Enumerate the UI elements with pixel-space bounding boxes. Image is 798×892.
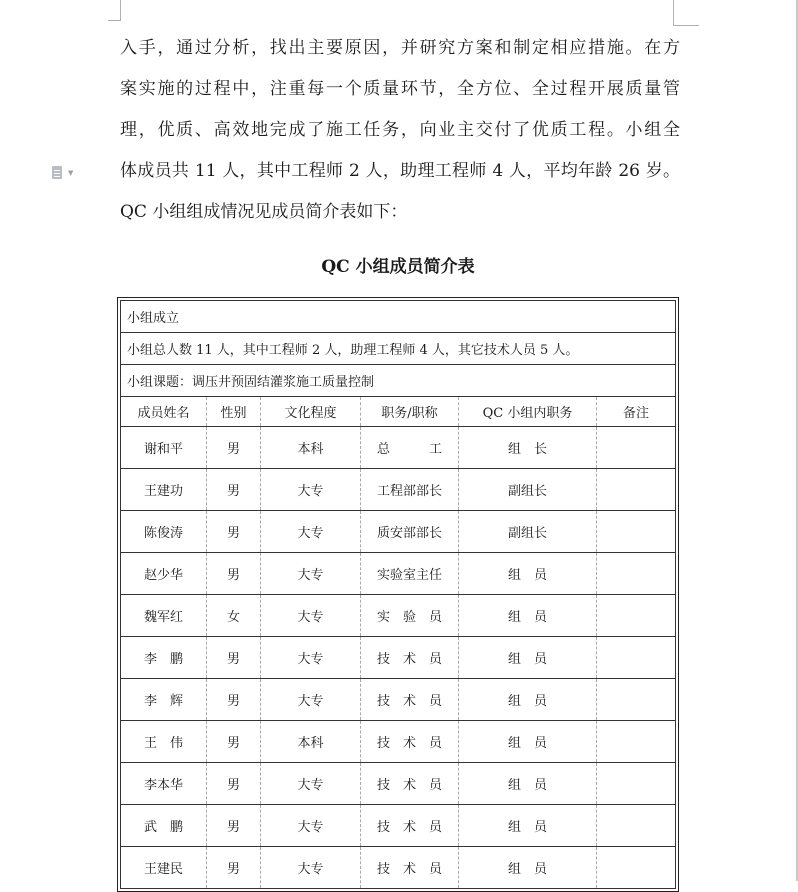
member-name: 李 辉 — [121, 679, 207, 721]
header-gender: 性别 — [207, 397, 261, 427]
member-name: 李本华 — [121, 763, 207, 805]
header-position: 职务/职称 — [361, 397, 459, 427]
member-remarks — [597, 721, 676, 763]
table-row — [121, 469, 676, 511]
member-position: 技 术 员 — [361, 847, 459, 889]
member-gender: 男 — [207, 805, 261, 847]
table-row — [121, 511, 676, 553]
member-gender: 男 — [207, 637, 261, 679]
member-name: 魏军红 — [121, 595, 207, 637]
member-gender: 男 — [207, 427, 261, 469]
member-remarks — [597, 763, 676, 805]
member-gender: 女 — [207, 595, 261, 637]
member-remarks — [597, 847, 676, 889]
member-education: 大专 — [261, 511, 361, 553]
info-row-topic: 小组课题：调压井预固结灌浆施工质量控制 — [121, 365, 676, 397]
member-education: 大专 — [261, 805, 361, 847]
member-gender: 男 — [207, 721, 261, 763]
member-qc-role: 组 长 — [459, 427, 597, 469]
header-remarks: 备注 — [597, 397, 676, 427]
table-header-row — [121, 397, 676, 427]
member-name: 陈俊涛 — [121, 511, 207, 553]
member-name: 赵少华 — [121, 553, 207, 595]
member-name: 武 鹏 — [121, 805, 207, 847]
member-remarks — [597, 805, 676, 847]
table-row — [121, 847, 676, 889]
table-row — [121, 721, 676, 763]
member-qc-role: 组 员 — [459, 721, 597, 763]
member-name: 王建民 — [121, 847, 207, 889]
member-education: 大专 — [261, 847, 361, 889]
member-gender: 男 — [207, 469, 261, 511]
member-position: 质安部部长 — [361, 511, 459, 553]
paragraph-marker-button[interactable] — [52, 164, 78, 182]
paragraph-line: 入手，通过分析，找出主要原因，并研究方案和制定相应措施。在方 — [120, 38, 680, 58]
header-education: 文化程度 — [261, 397, 361, 427]
info-row-founded: 小组成立 — [121, 301, 676, 333]
member-name: 王建功 — [121, 469, 207, 511]
caret-down-icon: ▼ — [68, 169, 74, 177]
header-name: 成员姓名 — [121, 397, 207, 427]
member-position: 技 术 员 — [361, 637, 459, 679]
table-row — [121, 679, 676, 721]
member-gender: 男 — [207, 847, 261, 889]
header-qc-role: QC 小组内职务 — [459, 397, 597, 427]
member-position: 技 术 员 — [361, 763, 459, 805]
member-education: 本科 — [261, 721, 361, 763]
paragraph-line: QC 小组组成情况见成员简介表如下： — [120, 202, 408, 222]
member-qc-role: 组 员 — [459, 553, 597, 595]
member-remarks — [597, 595, 676, 637]
table-row — [121, 595, 676, 637]
member-position: 总 工 — [361, 427, 459, 469]
member-remarks — [597, 679, 676, 721]
member-qc-role: 副组长 — [459, 469, 597, 511]
member-name: 谢和平 — [121, 427, 207, 469]
table-row — [121, 553, 676, 595]
member-education: 大专 — [261, 679, 361, 721]
member-remarks — [597, 469, 676, 511]
member-education: 大专 — [261, 553, 361, 595]
member-gender: 男 — [207, 679, 261, 721]
member-name: 王 伟 — [121, 721, 207, 763]
member-education: 大专 — [261, 637, 361, 679]
member-position: 工程部部长 — [361, 469, 459, 511]
member-qc-role: 组 员 — [459, 637, 597, 679]
member-remarks — [597, 553, 676, 595]
body-paragraph — [120, 28, 680, 233]
table-row — [121, 763, 676, 805]
member-remarks — [597, 511, 676, 553]
member-table-frame — [117, 297, 679, 892]
member-qc-role: 组 员 — [459, 763, 597, 805]
table-row — [121, 637, 676, 679]
member-education: 大专 — [261, 595, 361, 637]
info-row-headcount: 小组总人数 11 人，其中工程师 2 人，助理工程师 4 人，其它技术人员 5 人。 — [121, 333, 676, 365]
table-row — [121, 427, 676, 469]
member-remarks — [597, 427, 676, 469]
member-name: 李 鹏 — [121, 637, 207, 679]
paragraph-line: 体成员共 11 人，其中工程师 2 人，助理工程师 4 人，平均年龄 26 岁。 — [120, 161, 680, 181]
member-position: 技 术 员 — [361, 805, 459, 847]
paragraph-line: 案实施的过程中，注重每一个质量环节，全方位、全过程开展质量管 — [120, 79, 680, 99]
table-row — [121, 805, 676, 847]
member-position: 技 术 员 — [361, 721, 459, 763]
paragraph-line: 理，优质、高效地完成了施工任务，向业主交付了优质工程。小组全 — [120, 120, 680, 140]
member-position: 技 术 员 — [361, 679, 459, 721]
member-qc-role: 组 员 — [459, 679, 597, 721]
member-table — [120, 300, 676, 889]
member-education: 大专 — [261, 469, 361, 511]
member-position: 实验室主任 — [361, 553, 459, 595]
member-qc-role: 组 员 — [459, 595, 597, 637]
member-education: 本科 — [261, 427, 361, 469]
member-qc-role: 副组长 — [459, 511, 597, 553]
member-gender: 男 — [207, 553, 261, 595]
margin-corner-left — [108, 0, 121, 21]
table-title: QC 小组成员简介表 — [321, 257, 475, 277]
margin-corner-right — [673, 0, 699, 26]
document-icon — [52, 166, 62, 179]
member-gender: 男 — [207, 511, 261, 553]
member-qc-role: 组 员 — [459, 847, 597, 889]
member-education: 大专 — [261, 763, 361, 805]
member-position: 实 验 员 — [361, 595, 459, 637]
member-remarks — [597, 637, 676, 679]
member-qc-role: 组 员 — [459, 805, 597, 847]
member-gender: 男 — [207, 763, 261, 805]
